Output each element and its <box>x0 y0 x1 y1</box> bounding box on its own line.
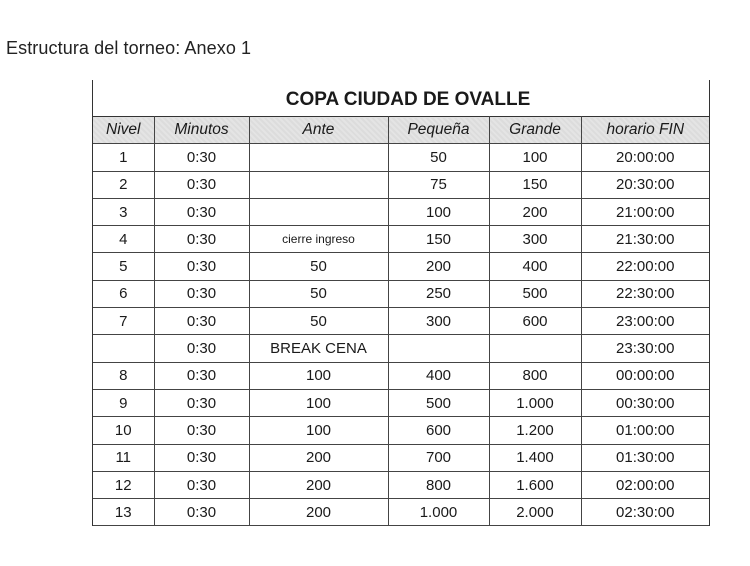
grande-cell: 2.000 <box>489 499 581 526</box>
table-row <box>93 280 709 307</box>
header-horario-fin: horario FIN <box>581 117 709 144</box>
horario-fin-cell: 21:00:00 <box>581 198 709 225</box>
table-row <box>93 308 709 335</box>
horario-fin-cell: 20:30:00 <box>581 171 709 198</box>
ante-cell <box>249 198 388 225</box>
minutos-cell: 0:30 <box>154 444 249 471</box>
grande-cell: 1.400 <box>489 444 581 471</box>
grande-cell: 150 <box>489 171 581 198</box>
pequena-cell: 800 <box>388 471 489 498</box>
table-row <box>93 471 709 498</box>
nivel-cell: 3 <box>93 198 154 225</box>
horario-fin-cell: 23:00:00 <box>581 308 709 335</box>
minutos-cell: 0:30 <box>154 171 249 198</box>
ante-cell: 50 <box>249 280 388 307</box>
pequena-cell: 500 <box>388 389 489 416</box>
horario-fin-cell: 02:00:00 <box>581 471 709 498</box>
table-row <box>93 335 709 362</box>
grande-cell: 500 <box>489 280 581 307</box>
grande-cell: 300 <box>489 226 581 253</box>
table-row <box>93 499 709 526</box>
table-title: COPA CIUDAD DE OVALLE <box>285 89 531 110</box>
schedule-table <box>93 116 709 526</box>
pequena-cell: 75 <box>388 171 489 198</box>
horario-fin-cell: 22:00:00 <box>581 253 709 280</box>
ante-cell <box>249 171 388 198</box>
nivel-cell: 1 <box>93 144 154 171</box>
grande-cell: 100 <box>489 144 581 171</box>
pequena-cell: 1.000 <box>388 499 489 526</box>
horario-fin-cell: 22:30:00 <box>581 280 709 307</box>
nivel-cell: 7 <box>93 308 154 335</box>
table-row <box>93 253 709 280</box>
table-body <box>93 144 709 526</box>
ante-cell: 100 <box>249 417 388 444</box>
header-pequena: Pequeña <box>388 117 489 144</box>
grande-cell: 200 <box>489 198 581 225</box>
ante-cell: 200 <box>249 499 388 526</box>
horario-fin-cell: 20:00:00 <box>581 144 709 171</box>
header-ante: Ante <box>249 117 388 144</box>
pequena-cell: 150 <box>388 226 489 253</box>
grande-cell: 1.600 <box>489 471 581 498</box>
table-header-row <box>93 117 709 144</box>
nivel-cell: 4 <box>93 226 154 253</box>
horario-fin-cell: 23:30:00 <box>581 335 709 362</box>
minutos-cell: 0:30 <box>154 471 249 498</box>
header-minutos: Minutos <box>154 117 249 144</box>
ante-cell <box>249 144 388 171</box>
ante-cell: 50 <box>249 308 388 335</box>
horario-fin-cell: 02:30:00 <box>581 499 709 526</box>
table-row <box>93 144 709 171</box>
nivel-cell: 10 <box>93 417 154 444</box>
ante-cell: 200 <box>249 471 388 498</box>
table-row <box>93 389 709 416</box>
nivel-cell: 12 <box>93 471 154 498</box>
ante-cell: 100 <box>249 362 388 389</box>
nivel-cell: 2 <box>93 171 154 198</box>
minutos-cell: 0:30 <box>154 253 249 280</box>
minutos-cell: 0:30 <box>154 198 249 225</box>
table-row <box>93 171 709 198</box>
nivel-cell: 5 <box>93 253 154 280</box>
pequena-cell: 400 <box>388 362 489 389</box>
header-nivel: Nivel <box>93 117 154 144</box>
horario-fin-cell: 00:30:00 <box>581 389 709 416</box>
minutos-cell: 0:30 <box>154 362 249 389</box>
minutos-cell: 0:30 <box>154 335 249 362</box>
ante-cell: cierre ingreso <box>249 226 388 253</box>
ante-cell: 50 <box>249 253 388 280</box>
header-grande: Grande <box>489 117 581 144</box>
pequena-cell: 100 <box>388 198 489 225</box>
grande-cell: 1.200 <box>489 417 581 444</box>
pequena-cell: 600 <box>388 417 489 444</box>
nivel-cell <box>93 335 154 362</box>
minutos-cell: 0:30 <box>154 144 249 171</box>
grande-cell: 1.000 <box>489 389 581 416</box>
grande-cell <box>489 335 581 362</box>
table-row <box>93 226 709 253</box>
table-row <box>93 417 709 444</box>
grande-cell: 800 <box>489 362 581 389</box>
ante-cell: 200 <box>249 444 388 471</box>
horario-fin-cell: 21:30:00 <box>581 226 709 253</box>
pequena-cell: 200 <box>388 253 489 280</box>
nivel-cell: 13 <box>93 499 154 526</box>
nivel-cell: 11 <box>93 444 154 471</box>
minutos-cell: 0:30 <box>154 417 249 444</box>
pequena-cell: 300 <box>388 308 489 335</box>
pequena-cell <box>388 335 489 362</box>
horario-fin-cell: 01:00:00 <box>581 417 709 444</box>
pequena-cell: 50 <box>388 144 489 171</box>
nivel-cell: 8 <box>93 362 154 389</box>
ante-cell: 100 <box>249 389 388 416</box>
pequena-cell: 700 <box>388 444 489 471</box>
table-row <box>93 444 709 471</box>
minutos-cell: 0:30 <box>154 280 249 307</box>
minutos-cell: 0:30 <box>154 389 249 416</box>
table-row <box>93 362 709 389</box>
tournament-table <box>92 80 710 526</box>
minutos-cell: 0:30 <box>154 499 249 526</box>
document-heading: Estructura del torneo: Anexo 1 <box>6 38 252 58</box>
grande-cell: 400 <box>489 253 581 280</box>
table-row <box>93 198 709 225</box>
grande-cell: 600 <box>489 308 581 335</box>
ante-cell: BREAK CENA <box>249 335 388 362</box>
minutos-cell: 0:30 <box>154 226 249 253</box>
nivel-cell: 6 <box>93 280 154 307</box>
horario-fin-cell: 01:30:00 <box>581 444 709 471</box>
minutos-cell: 0:30 <box>154 308 249 335</box>
nivel-cell: 9 <box>93 389 154 416</box>
horario-fin-cell: 00:00:00 <box>581 362 709 389</box>
pequena-cell: 250 <box>388 280 489 307</box>
